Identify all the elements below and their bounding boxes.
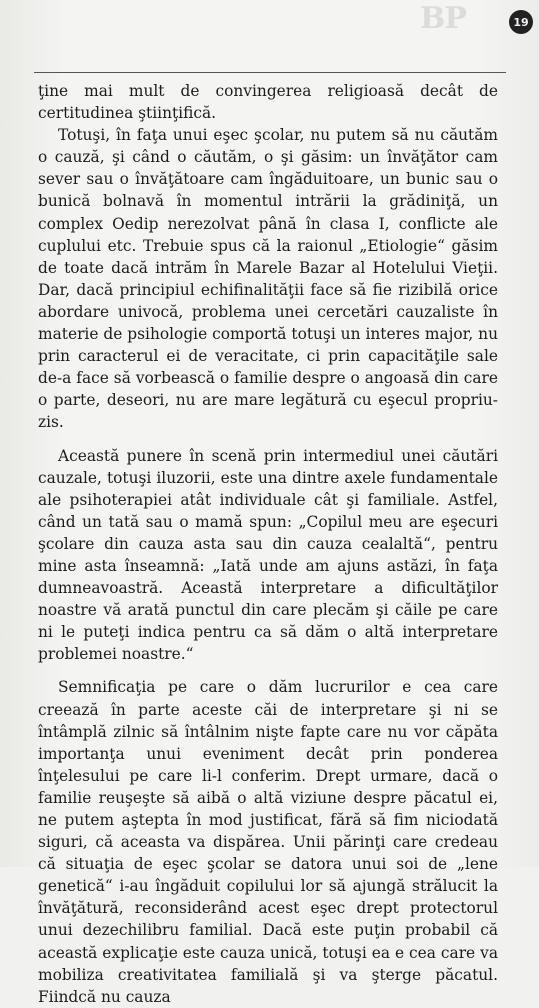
- paragraph: Semnificaţia pe care o dăm lucrurilor e cea care creează în parte aceste căi de interpretare şi ni se întâmplă zilnic să întâlnim nişte fapte care nu vor căpăta importanţa unui eveniment decât prin ponderea înţelesului pe care li-l conferim. Drept urmare, dacă o familie reuşeşte să aibă o altă viziune despre păcatul ei, ne putem aştepta în mod justificat, fără să fim niciodată siguri, că aceasta va dispărea. Unii părinţi care credeau că situaţia de eşec şcolar se datora unui soi de „lene genetică“ i-au îngăduit copilului lor să ajungă strălucit la învăţătură, reconsiderând acest eşec drept protectorul unui dezechilibru familial. Dacă este puţin probabil că această explicaţie este cauza unică, totuşi ea e cea care va mobiliza creativitatea familială şi va şterge păcatul. Fiindcă nu cauza: [38, 678, 498, 1006]
- paragraph: Totuşi, în faţa unui eşec şcolar, nu putem să nu căutăm o cauză, şi când o căutăm, o şi găsim: un învăţător cam sever sau o învăţătoare cam îngăduitoare, un bunic sau o bunică bolnavă în momentul intrării la grădiniţă, un complex Oedip nerezolvat până în clasa I, conflicte ale cuplului etc. Trebuie spus că la raionul „Etiologie“ găsim de toate dacă intrăm în Marele Bazar al Hotelului Vieţii. Dar, dacă principiul echifinalităţii face să fie rizibilă orice abordare univocă, problema unei cercetări cauzaliste în materie de psihologie comportă totuşi un interes major, nu prin caracterul ei de veracitate, ci prin capacităţile sale de-a face să vorbească o familie despre o angoasă din care o parte, deseori, nu are mare legătură cu eşecul propriu-zis.: [38, 126, 498, 432]
- body-text: [38, 80, 498, 1008]
- header-bleed-through: BP: [420, 1, 466, 36]
- header-rule: [34, 72, 506, 73]
- paragraph: Această punere în scenă prin intermediul unei căutări cauzale, totuşi iluzorii, este una dintre axele fundamentale ale psihoterapiei atât individuale cât şi familiale. Astfel, când un tată sau o mamă spun: „Copilul meu are eşecuri şcolare din cauza asta sau din cauza cealaltă“, pentru mine asta înseamnă: „Iată unde am ajuns astăzi, în faţa dumneavoastră. Această interpretare a dificultăţilor noastre vă arată punctul din care plecăm şi căile pe care ni le puteţi indica pentru ca să dăm o altă interpretare problemei noastre.“: [38, 446, 498, 664]
- paragraph-continuation: ţine mai mult de convingerea religioasă decât de certitudinea ştiinţifică.: [38, 82, 498, 123]
- page-number-badge: [509, 10, 533, 34]
- page-number: 19: [513, 15, 529, 29]
